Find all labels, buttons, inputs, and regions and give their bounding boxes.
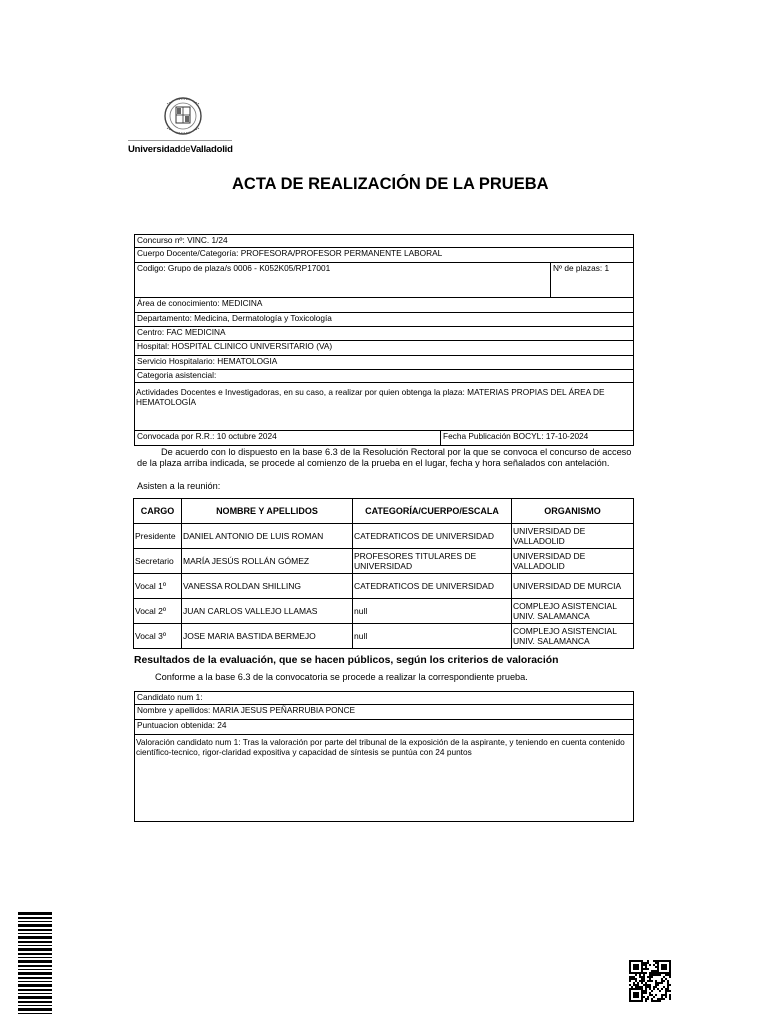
fecha-publicacion-text: Fecha Publicación BOCYL: 17-10-2024 bbox=[443, 431, 589, 441]
university-name-part-2: de bbox=[180, 144, 191, 155]
table-row bbox=[134, 599, 634, 624]
categoria-asistencial-text: Categoria asistencial: bbox=[137, 370, 217, 380]
cell-categoria: null bbox=[353, 599, 512, 624]
candidate-number-text: Candidato num 1: bbox=[137, 692, 203, 702]
centro-text: Centro: FAC MEDICINA bbox=[137, 327, 226, 337]
concurso-text: Concurso nº: VINC. 1/24 bbox=[137, 235, 228, 245]
candidate-score-field bbox=[134, 719, 634, 735]
categoria-asistencial-field bbox=[134, 369, 634, 383]
candidate-name-field bbox=[134, 704, 634, 720]
cell-categoria: PROFESORES TITULARES DE UNIVERSIDAD bbox=[353, 549, 512, 574]
cell-organismo: UNIVERSIDAD DE VALLADOLID bbox=[512, 549, 634, 574]
table-row bbox=[134, 574, 634, 599]
cell-cargo: Vocal 2º bbox=[134, 599, 182, 624]
n-plazas-text: Nº de plazas: 1 bbox=[553, 263, 610, 273]
header-nombre: NOMBRE Y APELLIDOS bbox=[182, 499, 353, 524]
codigo-field bbox=[134, 262, 551, 298]
n-plazas-field bbox=[550, 262, 634, 298]
hospital-text: Hospital: HOSPITAL CLINICO UNIVERSITARIO (VA) bbox=[137, 341, 333, 351]
concurso-field bbox=[134, 234, 634, 248]
cell-nombre: JOSE MARIA BASTIDA BERMEJO bbox=[182, 624, 353, 649]
table-header-row bbox=[134, 499, 634, 524]
university-name-part-3: Valladolid bbox=[190, 144, 233, 155]
header-cargo: CARGO bbox=[134, 499, 182, 524]
hospital-field bbox=[134, 340, 634, 356]
cell-cargo: Vocal 3º bbox=[134, 624, 182, 649]
cell-categoria: null bbox=[353, 624, 512, 649]
cell-nombre: MARÍA JESÚS ROLLÁN GÓMEZ bbox=[182, 549, 353, 574]
departamento-field bbox=[134, 312, 634, 327]
candidate-valuation-field bbox=[134, 734, 634, 822]
attendees-label: Asisten a la reunión: bbox=[137, 481, 221, 491]
qr-code-icon bbox=[628, 960, 672, 1002]
cell-organismo: UNIVERSIDAD DE MURCIA bbox=[512, 574, 634, 599]
centro-field bbox=[134, 326, 634, 341]
logo-divider bbox=[128, 140, 232, 141]
fecha-publicacion-field bbox=[440, 430, 634, 446]
cell-cargo: Vocal 1º bbox=[134, 574, 182, 599]
intro-paragraph: De acuerdo con lo dispuesto en la base 6.3 de la Resolución Rectoral por la que se convoca el concurso de acceso de la plaza arriba indicada, se procede al comienzo de la prueba en el lugar, fecha y hora señalados con antelación. bbox=[137, 447, 632, 468]
cell-categoria: CATEDRATICOS DE UNIVERSIDAD bbox=[353, 574, 512, 599]
table-row bbox=[134, 624, 634, 649]
cuerpo-text: Cuerpo Docente/Categoría: PROFESORA/PROFESOR PERMANENTE LABORAL bbox=[137, 248, 443, 258]
header-organismo: ORGANISMO bbox=[512, 499, 634, 524]
table-row bbox=[134, 524, 634, 549]
header-categoria: CATEGORÍA/CUERPO/ESCALA bbox=[353, 499, 512, 524]
servicio-text: Servicio Hospitalario: HEMATOLOGIA bbox=[137, 356, 278, 366]
results-heading: Resultados de la evaluación, que se hacen públicos, según los criterios de valoración bbox=[134, 655, 559, 666]
tribunal-members-table bbox=[133, 498, 634, 649]
candidate-score-text: Puntuacion obtenida: 24 bbox=[137, 720, 227, 730]
cell-organismo: UNIVERSIDAD DE VALLADOLID bbox=[512, 524, 634, 549]
results-paragraph: Conforme a la base 6.3 de la convocatoria se procede a realizar la correspondiente prueba. bbox=[155, 672, 528, 682]
servicio-field bbox=[134, 355, 634, 370]
candidate-name-text: Nombre y apellidos: MARIA JESUS PEÑARRUBIA PONCE bbox=[137, 705, 356, 715]
barcode-icon bbox=[18, 912, 52, 1014]
cell-nombre: JUAN CARLOS VALLEJO LLAMAS bbox=[182, 599, 353, 624]
departamento-text: Departamento: Medicina, Dermatología y Toxicología bbox=[137, 313, 332, 323]
candidate-valuation-text: Valoración candidato num 1: Tras la valoración por parte del tribunal de la exposición de la aspirante, y teniendo en cuenta contenido científico-tecnico, rigor-claridad expositiva y capacidad de síntesis se puntúa con 24 puntos bbox=[136, 737, 625, 757]
cuerpo-field bbox=[134, 247, 634, 263]
cell-organismo: COMPLEJO ASISTENCIAL UNIV. SALAMANCA bbox=[512, 624, 634, 649]
actividades-text: Actividades Docentes e Investigadoras, en su caso, a realizar por quien obtenga la plaza: MATERIAS PROPIAS DEL ÁREA DE HEMATOLOGÍA bbox=[136, 387, 605, 407]
university-seal-logo bbox=[157, 96, 209, 136]
candidate-number-field bbox=[134, 691, 634, 705]
convocada-field bbox=[134, 430, 441, 446]
university-name bbox=[128, 144, 233, 155]
table-row bbox=[134, 549, 634, 574]
codigo-text: Codigo: Grupo de plaza/s 0006 - K052K05/RP17001 bbox=[137, 263, 331, 273]
cell-organismo: COMPLEJO ASISTENCIAL UNIV. SALAMANCA bbox=[512, 599, 634, 624]
convocada-text: Convocada por R.R.: 10 octubre 2024 bbox=[137, 431, 277, 441]
cell-nombre: VANESSA ROLDAN SHILLING bbox=[182, 574, 353, 599]
area-text: Área de conocimiento: MEDICINA bbox=[137, 298, 263, 308]
actividades-field bbox=[134, 382, 634, 431]
document-title: ACTA DE REALIZACIÓN DE LA PRUEBA bbox=[232, 175, 549, 193]
cell-cargo: Presidente bbox=[134, 524, 182, 549]
university-name-part-1: Universidad bbox=[128, 144, 181, 155]
cell-nombre: DANIEL ANTONIO DE LUIS ROMAN bbox=[182, 524, 353, 549]
cell-cargo: Secretario bbox=[134, 549, 182, 574]
cell-categoria: CATEDRATICOS DE UNIVERSIDAD bbox=[353, 524, 512, 549]
area-field bbox=[134, 297, 634, 313]
